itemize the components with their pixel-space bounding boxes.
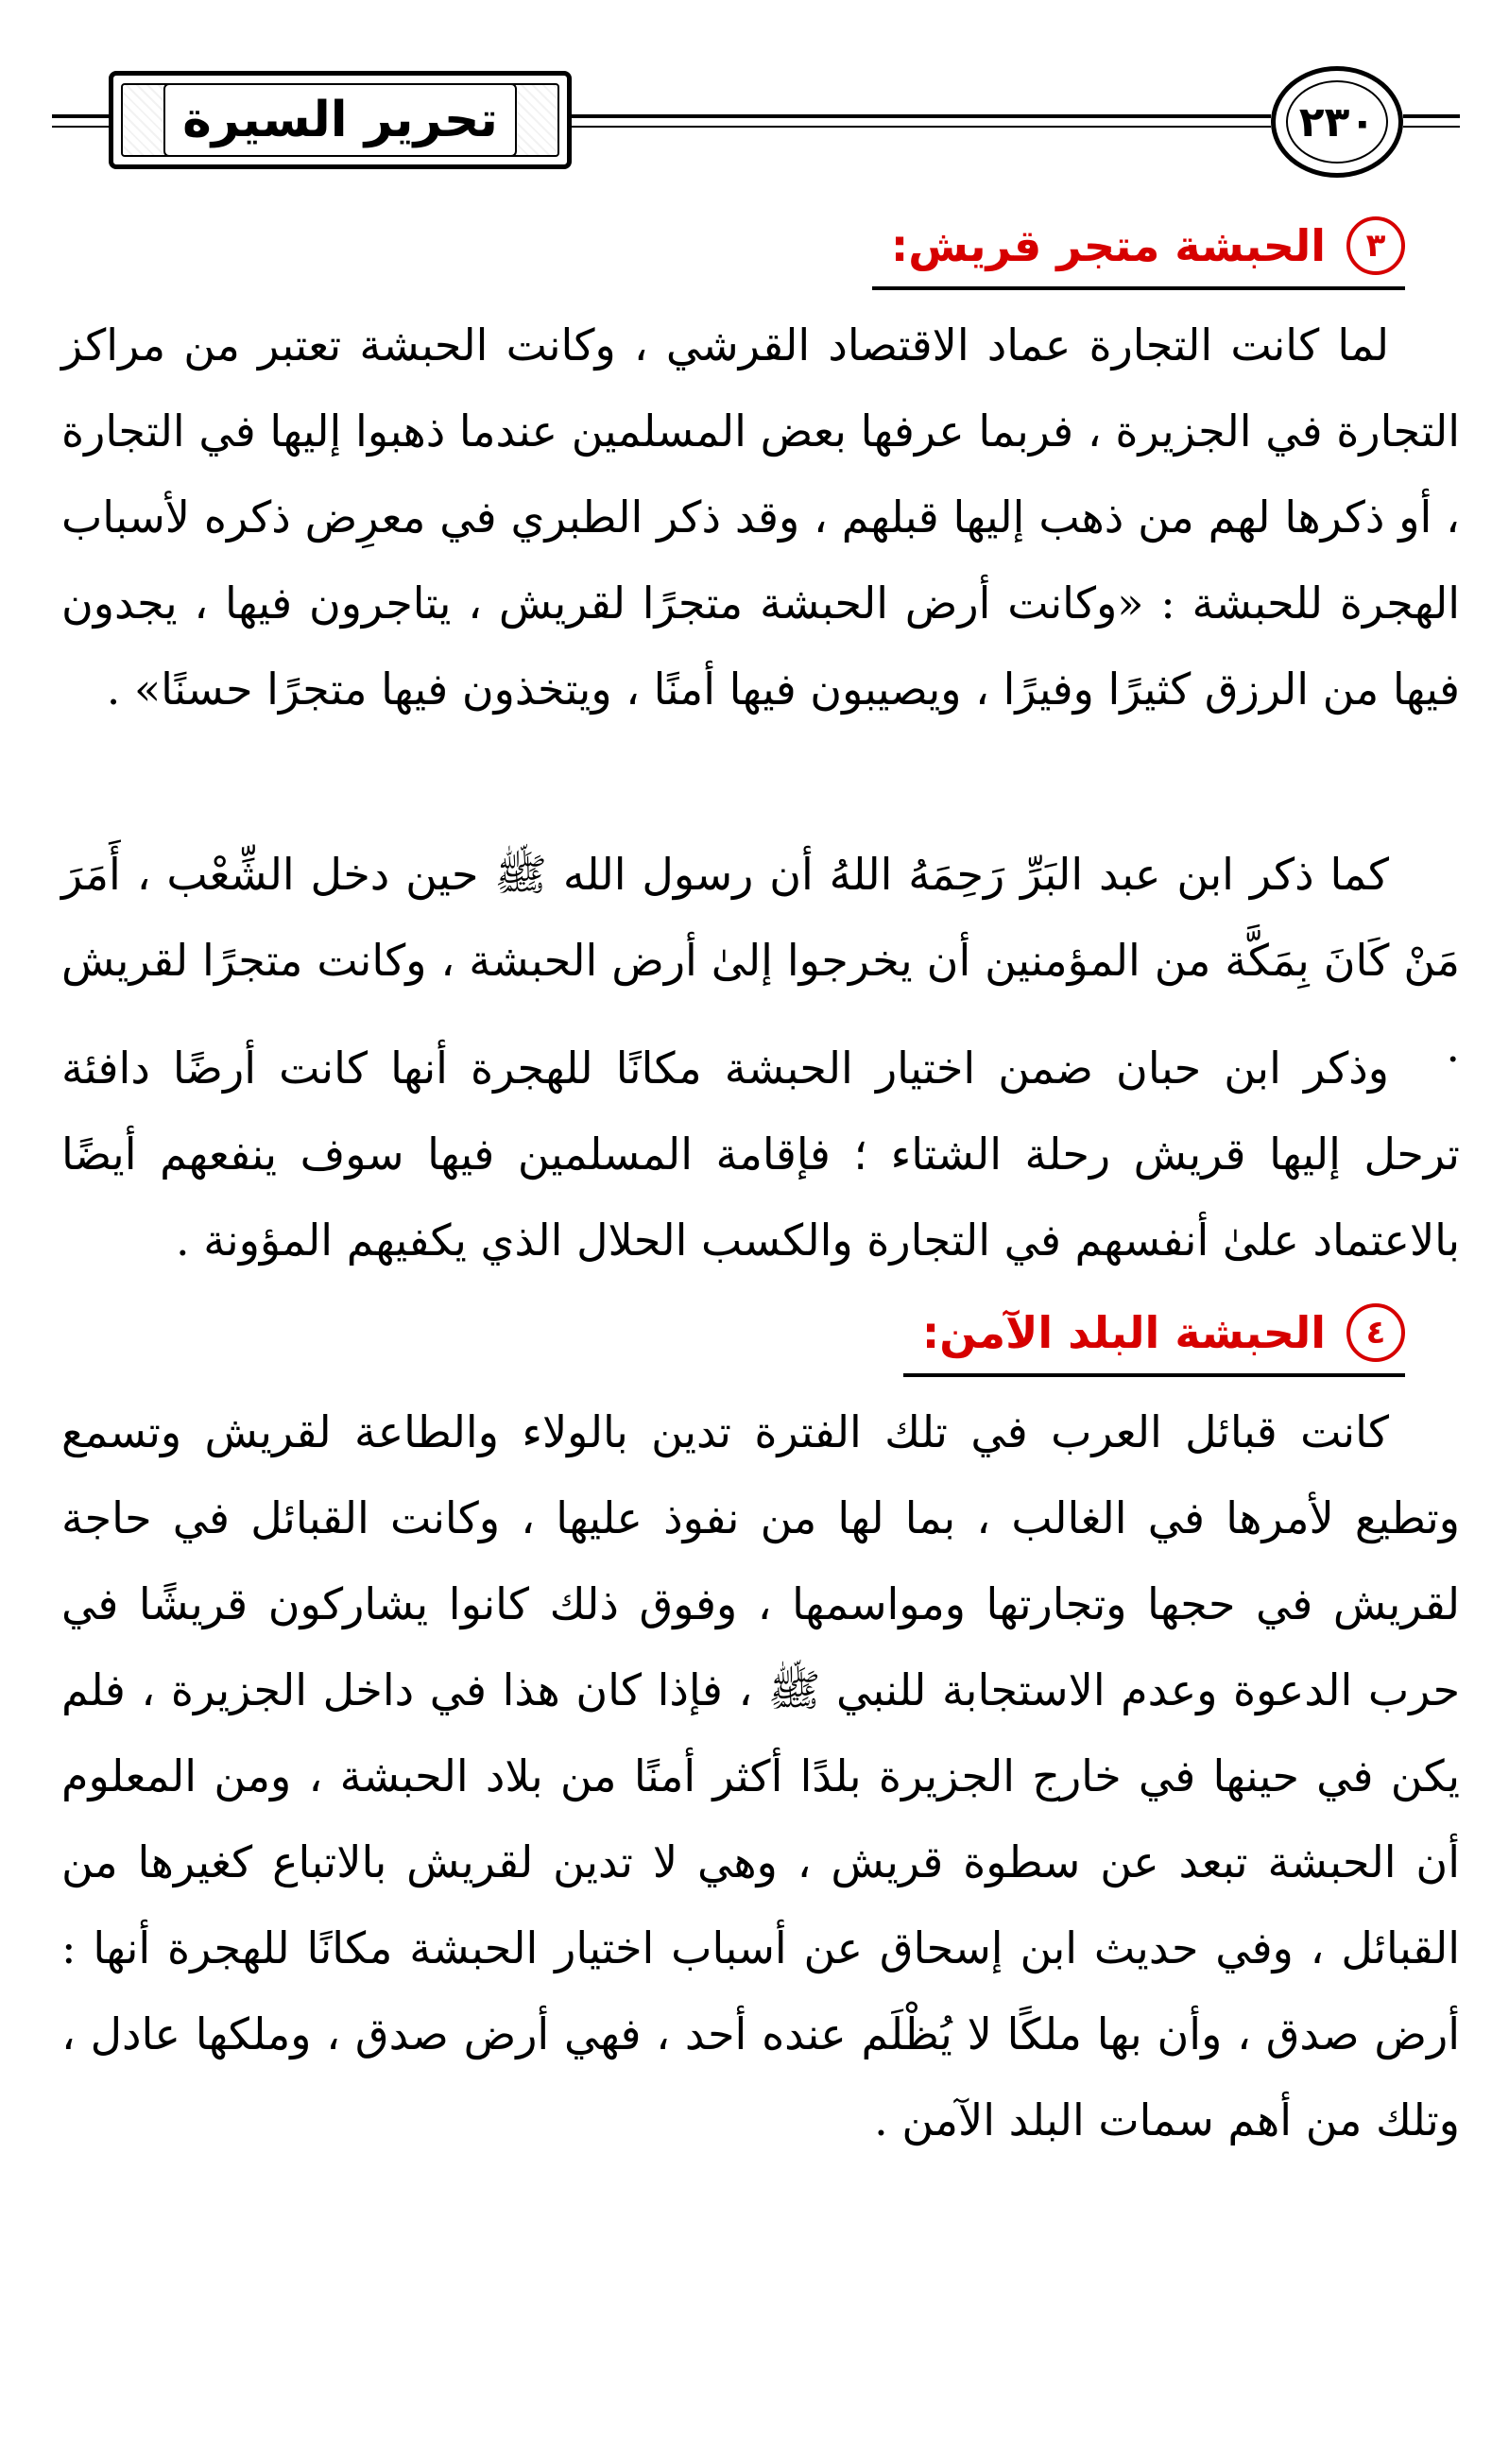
section-title: الحبشة البلد الآمن: <box>921 1307 1326 1358</box>
header-rule-middle-thin <box>572 126 1271 128</box>
section-title: الحبشة متجر قريش: <box>890 220 1326 271</box>
paragraph-4: كانت قبائل العرب في تلك الفترة تدين بالولاء والطاعة لقريش وتسمع وتطيع لأمرها في الغالب ، بما لها من نفوذ عليها ، وكانت القبائل في حاجة لقريش في حجها وتجارتها ومواسمها ، وفوق ذلك كانوا يشاركون قريشًا في حرب الدعوة وعدم الاستجابة للنبي ﷺ ، فإذا كان هذا في داخل الجزيرة ، فلم يكن في حينها في خارج الجزيرة بلدًا أكثر أمنًا من بلاد الحبشة ، ومن المعلوم أن الحبشة تبعد عن سطوة قريش ، وهي لا تدين لقريش بالاتباع كغيرها من القبائل ، وفي حديث ابن إسحاق عن أسباب اختيار الحبشة مكانًا للهجرة أنها : أرض صدق ، وأن بها ملكًا لا يُظْلَم عنده أحد ، فهي أرض صدق ، وملكها عادل ، وتلك من أهم سمات البلد الآمن . <box>61 1406 1460 2145</box>
section-number-badge: ٣ <box>1346 216 1405 275</box>
header-rule-middle <box>572 114 1271 118</box>
paragraph-3: وذكر ابن حبان ضمن اختيار الحبشة مكانًا للهجرة أنها كانت أرضًا دافئة ترحل إليها قريش رحلة الشتاء ؛ فإقامة المسلمين فيها سوف ينفعهم أيضًا بالاعتماد علىٰ أنفسهم في التجارة والكسب الحلال الذي يكفيهم المؤونة . <box>61 1042 1460 1266</box>
page-number: ٢٣٠ <box>1286 80 1388 164</box>
book-title-inner-frame <box>121 83 559 157</box>
page-header <box>52 52 1460 194</box>
header-rule-right <box>1403 114 1460 118</box>
paragraph-1: لما كانت التجارة عماد الاقتصاد القرشي ، وكانت الحبشة تعتبر من مراكز التجارة في الجزيرة ، فربما عرفها بعض المسلمين عندما ذهبوا إليها في التجارة ، أو ذكرها لهم من ذهب إليها قبلهم ، وقد ذكر الطبري في معرِض ذكره لأسباب الهجرة للحبشة : «وكانت أرض الحبشة متجرًا لقريش ، يتاجرون فيها ، يجدون فيها من الرزق كثيرًا وفيرًا ، ويصيبون فيها أمنًا ، ويتخذون فيها متجرًا حسنًا» . <box>61 319 1460 715</box>
header-rule-right-thin <box>1403 126 1460 128</box>
header-rule-left-thin <box>52 126 109 128</box>
book-title: تحرير السيرة <box>163 83 517 157</box>
book-title-ornament <box>109 71 572 169</box>
section-heading-4 <box>903 1300 1405 1377</box>
header-rule-left <box>52 114 109 118</box>
section-heading-3 <box>872 213 1405 290</box>
paragraph-2: كما ذكر ابن عبد البَرِّ رَحِمَهُ اللهُ أن رسول الله ﷺ حين دخل الشِّعْب ، أَمَرَ مَنْ كَانَ بِمَكَّة من المؤمنين أن يخرجوا إلىٰ أرض الحبشة ، وكانت متجرًا لقريش . <box>61 849 1460 1072</box>
page-number-ornament <box>1271 66 1403 178</box>
section-number-badge: ٤ <box>1346 1303 1405 1362</box>
